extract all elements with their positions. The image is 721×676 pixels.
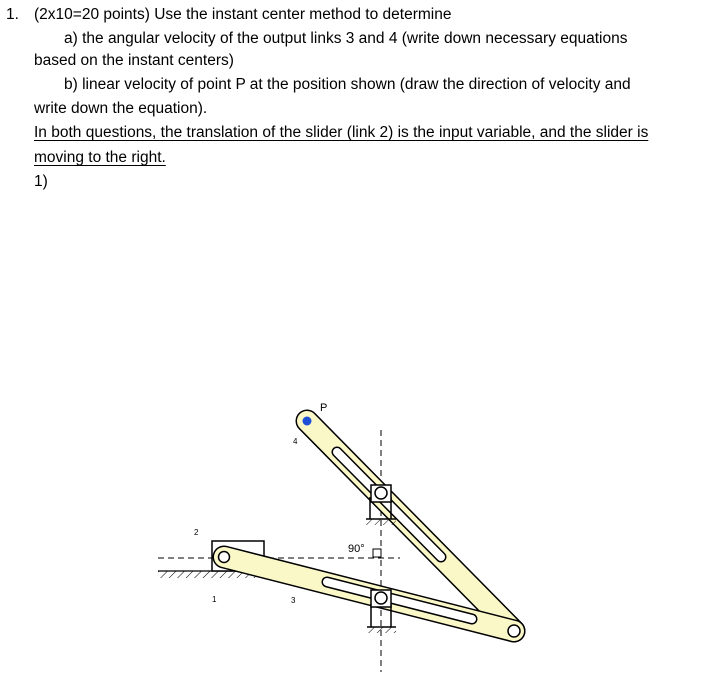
problem-number: 1.	[6, 6, 19, 23]
label-link-1: 1	[212, 595, 217, 604]
problem-header: (2x10=20 points) Use the instant center method to determine	[34, 6, 452, 23]
label-link-4: 4	[293, 437, 298, 446]
note-line-1: In both questions, the translation of the slider (link 2) is the input variable, and the slider is	[34, 124, 649, 141]
part-b-line-2: write down the equation).	[34, 100, 208, 117]
slider-pin-joint	[219, 552, 230, 563]
part-a-line-2: based on the instant centers)	[34, 52, 234, 69]
label-link-2: 2	[194, 528, 199, 537]
sub-label: 1)	[34, 173, 48, 190]
label-angle: 90°	[348, 543, 365, 555]
part-a-line-1: a) the angular velocity of the output links 3 and 4 (write down necessary equations	[64, 30, 628, 47]
point-p-marker	[303, 417, 312, 426]
label-p: P	[320, 402, 328, 414]
part-b-line-1: b) linear velocity of point P at the position shown (draw the direction of velocity and	[64, 76, 631, 93]
right-angle-marker	[373, 549, 381, 557]
mechanism-figure	[0, 380, 721, 676]
end-joint	[508, 625, 520, 637]
note-line-2: moving to the right.	[34, 149, 166, 166]
label-link-3: 3	[291, 596, 296, 605]
